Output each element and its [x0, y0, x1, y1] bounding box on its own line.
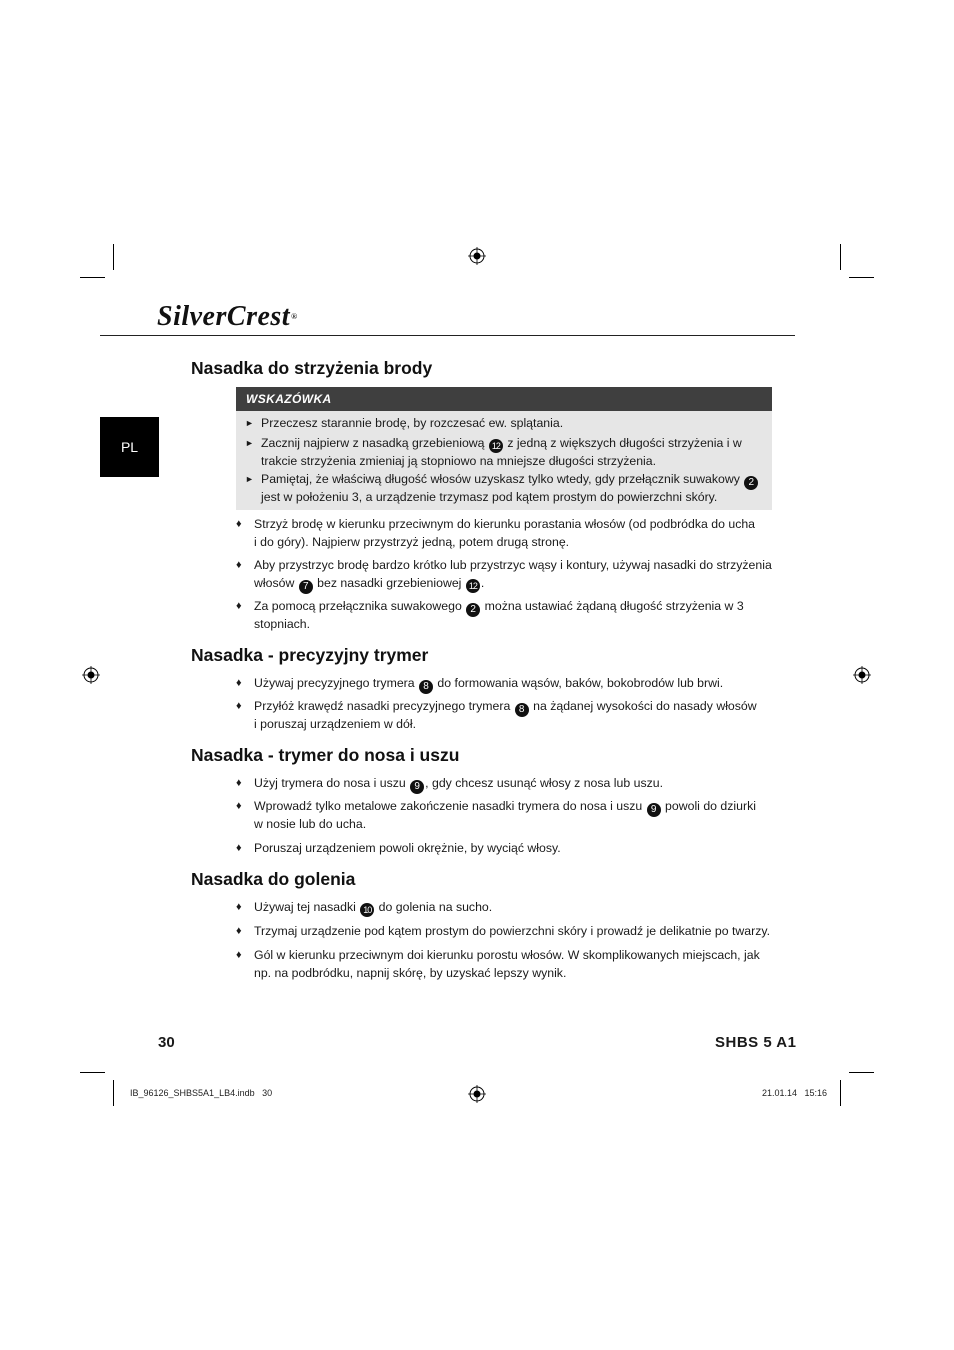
list-item: i poruszaj urządzeniem w dół. — [254, 717, 416, 731]
list-item: Gól w kierunku przeciwnym doi kierunku porostu włosów. W skomplikowanych miejscach, jak — [254, 948, 760, 962]
diamond-bullet-icon: ♦ — [236, 901, 242, 913]
crop-mark — [113, 1080, 114, 1106]
list-item: Przyłóż krawędź nasadki precyzyjnego trymera 8 na żądanej wysokości do nasady włosów — [254, 699, 757, 715]
crop-mark — [80, 277, 105, 278]
part-number-badge: 12 — [489, 439, 503, 453]
registration-mark-icon — [82, 666, 100, 684]
page-number: 30 — [158, 1034, 175, 1051]
crop-mark — [840, 244, 841, 270]
registration-mark-icon — [468, 1085, 486, 1103]
list-item: np. na podbródku, napnij skórę, by uzyskać lepszy wynik. — [254, 966, 567, 980]
part-number-badge: 2 — [744, 476, 758, 490]
note-item: Pamiętaj, że właściwą długość włosów uzyskasz tylko wtedy, gdy przełącznik suwakowy 2 — [261, 470, 759, 490]
diamond-bullet-icon: ♦ — [236, 677, 242, 689]
diamond-bullet-icon: ♦ — [236, 842, 242, 854]
list-item: Wprowadź tylko metalowe zakończenie nasadki trymera do nosa i uszu 9 powoli do dziurki — [254, 799, 756, 815]
part-number-badge: 8 — [419, 680, 433, 694]
list-item: Użyj trymera do nosa i uszu 9 , gdy chcesz usunąć włosy z nosa lub uszu. — [254, 776, 664, 792]
list-item: Aby przystrzyc brodę bardzo krótko lub przystrzyc wąsy i kontury, używaj nasadki do strzyżenia — [254, 558, 772, 572]
crop-mark — [849, 277, 874, 278]
diamond-bullet-icon: ♦ — [236, 777, 242, 789]
diamond-bullet-icon: ♦ — [236, 518, 242, 530]
diamond-bullet-icon: ♦ — [236, 949, 242, 961]
header-rule — [100, 335, 795, 336]
crop-mark — [113, 244, 114, 270]
language-tab: PL — [100, 417, 159, 477]
list-item: stopniach. — [254, 617, 311, 631]
diamond-bullet-icon: ♦ — [236, 800, 242, 812]
note-heading: WSKAZÓWKA — [236, 387, 772, 411]
crop-mark — [80, 1072, 105, 1073]
registration-mark-icon — [853, 666, 871, 684]
section-title: Nasadka - precyzyjny trymer — [191, 645, 429, 665]
list-item: w nosie lub do ucha. — [254, 817, 367, 831]
part-number-badge: 7 — [299, 580, 313, 594]
list-item: Poruszaj urządzeniem powoli okrężnie, by wyciąć włosy. — [254, 841, 561, 855]
list-item: włosów 7 bez nasadki grzebieniowej 12 . — [254, 576, 485, 592]
part-number-badge: 12 — [466, 579, 480, 593]
diamond-bullet-icon: ♦ — [236, 559, 242, 571]
arrow-bullet-icon: ► — [245, 418, 254, 428]
registration-mark-icon — [468, 247, 486, 265]
list-item: Za pomocą przełącznika suwakowego 2 można ustawiać żądaną długość strzyżenia w 3 — [254, 599, 744, 615]
crop-mark — [849, 1072, 874, 1073]
list-item: Używaj precyzyjnego trymera 8 do formowania wąsów, baków, bokobrodów lub brwi. — [254, 676, 724, 692]
arrow-bullet-icon: ► — [245, 474, 254, 484]
print-slug-file: IB_96126_SHBS5A1_LB4.indb 30 — [130, 1088, 273, 1098]
model-name: SHBS 5 A1 — [715, 1034, 797, 1051]
section-title: Nasadka do golenia — [191, 869, 356, 889]
part-number-badge: 9 — [647, 803, 661, 817]
arrow-bullet-icon: ► — [245, 438, 254, 448]
crop-mark — [840, 1080, 841, 1106]
diamond-bullet-icon: ♦ — [236, 700, 242, 712]
diamond-bullet-icon: ♦ — [236, 600, 242, 612]
diamond-bullet-icon: ♦ — [236, 925, 242, 937]
note-item: Zacznij najpierw z nasadką grzebieniową 12 z jedną z większych długości strzyżenia i w — [261, 436, 742, 451]
list-item: i do góry). Najpierw przystrzyż jedną, potem drugą stronę. — [254, 535, 570, 549]
print-slug-date: 21.01.14 15:16 — [762, 1088, 828, 1098]
part-number-badge: 10 — [360, 903, 374, 917]
note-item: trakcie strzyżenia zmieniaj ją stopniowo na mniejsze długości strzyżenia. — [261, 454, 657, 468]
part-number-badge: 2 — [466, 603, 480, 617]
list-item: Strzyż brodę w kierunku przeciwnym do kierunku porastania włosów (od podbródka do ucha — [254, 517, 756, 531]
part-number-badge: 8 — [515, 703, 529, 717]
list-item: Używaj tej nasadki 10 do golenia na sucho. — [254, 900, 493, 915]
section-title: Nasadka do strzyżenia brody — [191, 358, 433, 378]
list-item: Trzymaj urządzenie pod kątem prostym do powierzchni skóry i prowadź je delikatnie po twarzy. — [254, 924, 771, 938]
note-item: Przeczesz starannie brodę, by rozczesać ew. splątania. — [261, 416, 564, 430]
section-title: Nasadka - trymer do nosa i uszu — [191, 745, 460, 765]
brand-logo: SilverCrest® — [157, 301, 298, 332]
note-item: jest w położeniu 3, a urządzenie trzymasz pod kątem prostym do powierzchni skóry. — [261, 490, 718, 504]
part-number-badge: 9 — [410, 780, 424, 794]
